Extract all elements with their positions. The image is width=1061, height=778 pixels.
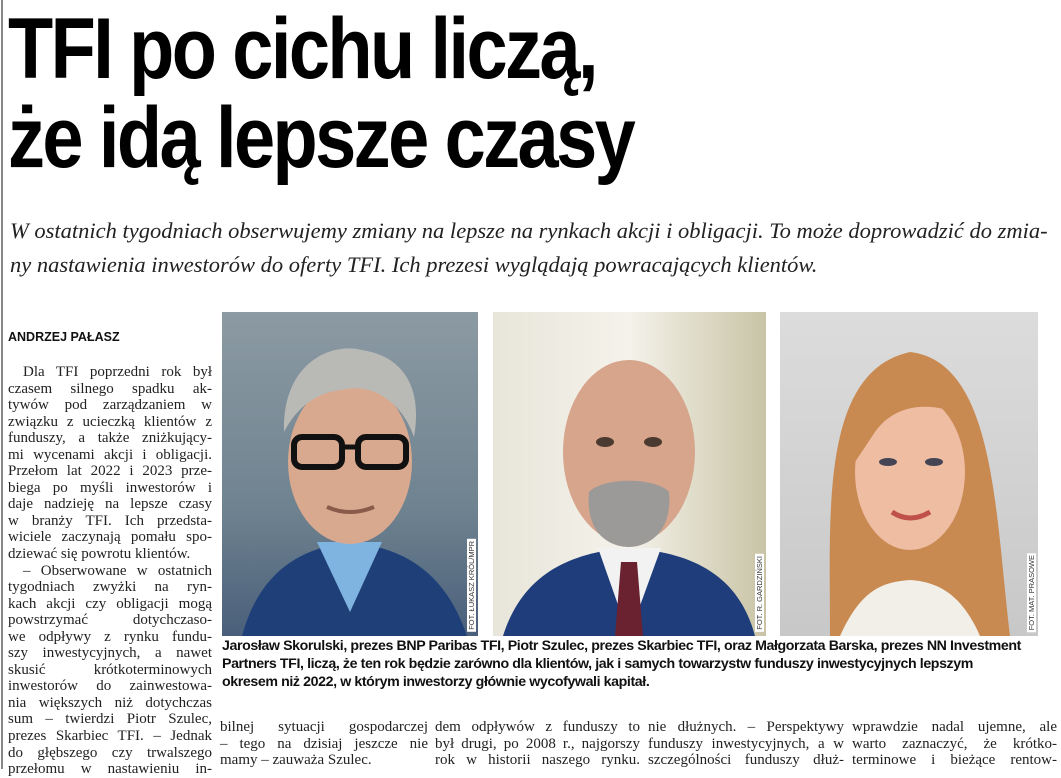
caption-line: okresem niż 2022, w którym inwestorzy głównie wycofywali kapitał. (222, 674, 650, 690)
text-line: sum – twierdzi Piotr Szulec, (8, 711, 212, 728)
text-line: czasem silnego spadku ak- (8, 380, 212, 397)
caption-line: Partners TFI, liczą, że ten rok będzie zarówno dla klientów, jak i samych towarzystw funduszy inwestycyjnych lepszym (222, 656, 973, 672)
text-line: warto zaznaczyć, że krótko- (852, 735, 1057, 752)
headline-line: TFI po cichu liczą, (8, 1, 596, 97)
article-column-5 (852, 719, 1057, 769)
text-line: mamy – zauważa Szulec. (220, 752, 372, 769)
photo-credit: FOT. R. GARDZIŃSKI (755, 556, 764, 630)
article-column-4 (648, 719, 844, 769)
text-line: do głębszego czy trwalszego (8, 744, 212, 761)
text-line: Przełom lat 2022 i 2023 prze- (8, 463, 212, 480)
article-column-3 (435, 719, 640, 769)
author-byline: ANDRZEJ PAŁASZ (8, 330, 120, 344)
text-line: był drugi, po 2008 r., najgorszy (435, 735, 640, 752)
photo-caption (222, 637, 1052, 691)
text-line: nie dłużnych. – Perspektywy (648, 719, 844, 735)
photo-jaroslaw-skorulski (222, 312, 478, 636)
text-line: kach akcji czy obligacji mogą (8, 595, 212, 612)
photo-piotr-szulec (493, 312, 766, 636)
lead-line: W ostatnich tygodniach obserwujemy zmiany na lepsze na rynkach akcji i obligacji. To może doprowadzić do zmia- (10, 218, 1048, 243)
text-line: tywów pod zarządzaniem w (8, 397, 212, 414)
text-line: terminowe i bieżące rentow- (852, 752, 1057, 769)
text-line: Dla TFI poprzedni rok był (8, 364, 212, 380)
photo-credit: FOT. ŁUKASZ KRÓL/MPR (467, 541, 476, 630)
text-line: dziewać się powrotu klientów. (8, 546, 191, 563)
caption-line: Jarosław Skorulski, prezes BNP Paribas TFI, Piotr Szulec, prezes Skarbiec TFI, oraz Małgorzata Barska, prezes NN Investment (222, 638, 1021, 654)
photo-malgorzata-barska (780, 312, 1038, 636)
text-line: funduszy, a także zniżkujący- (8, 430, 212, 447)
text-line: biega po myśli inwestorów i (8, 479, 212, 496)
text-line: funduszy inwestycyjnych, a w (648, 735, 844, 752)
text-line: – Obserwowane w ostatnich (8, 562, 212, 579)
text-line: bilnej sytuacji gospodarczej (220, 719, 428, 735)
text-line: w branży TFI. Ich przedsta- (8, 512, 212, 529)
headline (8, 1, 634, 186)
article-column-1 (8, 364, 212, 778)
text-line: szczególności funduszy dłuż- (648, 752, 844, 769)
text-line: skusić krótkoterminowych (8, 661, 212, 678)
text-line: inwestorów do zainwestowa- (8, 678, 212, 695)
text-line: szy inwestycyjnych, a nawet (8, 645, 212, 662)
text-line: – tego na dzisiaj jeszcze nie (220, 735, 428, 752)
text-line: powstrzymać dotychczaso- (8, 612, 212, 629)
headline-line: że idą lepsze czasy (8, 90, 634, 186)
text-line: mi wycenami akcji i obligacji. (8, 446, 212, 463)
text-line: tygodniach zwyżki na ryn- (8, 579, 212, 596)
page-border (1, 0, 3, 769)
text-line: prezes Skarbiec TFI. – Jednak (8, 728, 212, 745)
lead-paragraph (10, 214, 1046, 282)
portrait-man-glasses (222, 312, 478, 636)
text-line: wprawdzie nadal ujemne, ale (852, 719, 1057, 735)
text-line: związku z ucieczką klientów z (8, 413, 212, 430)
photo-credit: FOT. MAT. PRASOWE (1027, 554, 1036, 630)
portrait-woman (780, 312, 1038, 636)
article-column-2 (220, 719, 428, 769)
portrait-man-bald (493, 312, 766, 636)
text-line: wiciele zaczynają pomału spo- (8, 529, 212, 546)
text-line: przełomu w nastawieniu in- (8, 761, 212, 778)
text-line: dem odpływów z funduszy to (435, 719, 640, 735)
text-line: nia większych niż dotychczas (8, 694, 212, 711)
text-line: daje nadzieję na lepsze czasy (8, 496, 212, 513)
lead-line: ny nastawienia inwestorów do oferty TFI. Ich prezesi wyglądają powracających klientów. (10, 252, 818, 277)
text-line: we odpływy z rynku fundu- (8, 628, 212, 645)
text-line: rok w historii naszego rynku. (435, 752, 640, 769)
